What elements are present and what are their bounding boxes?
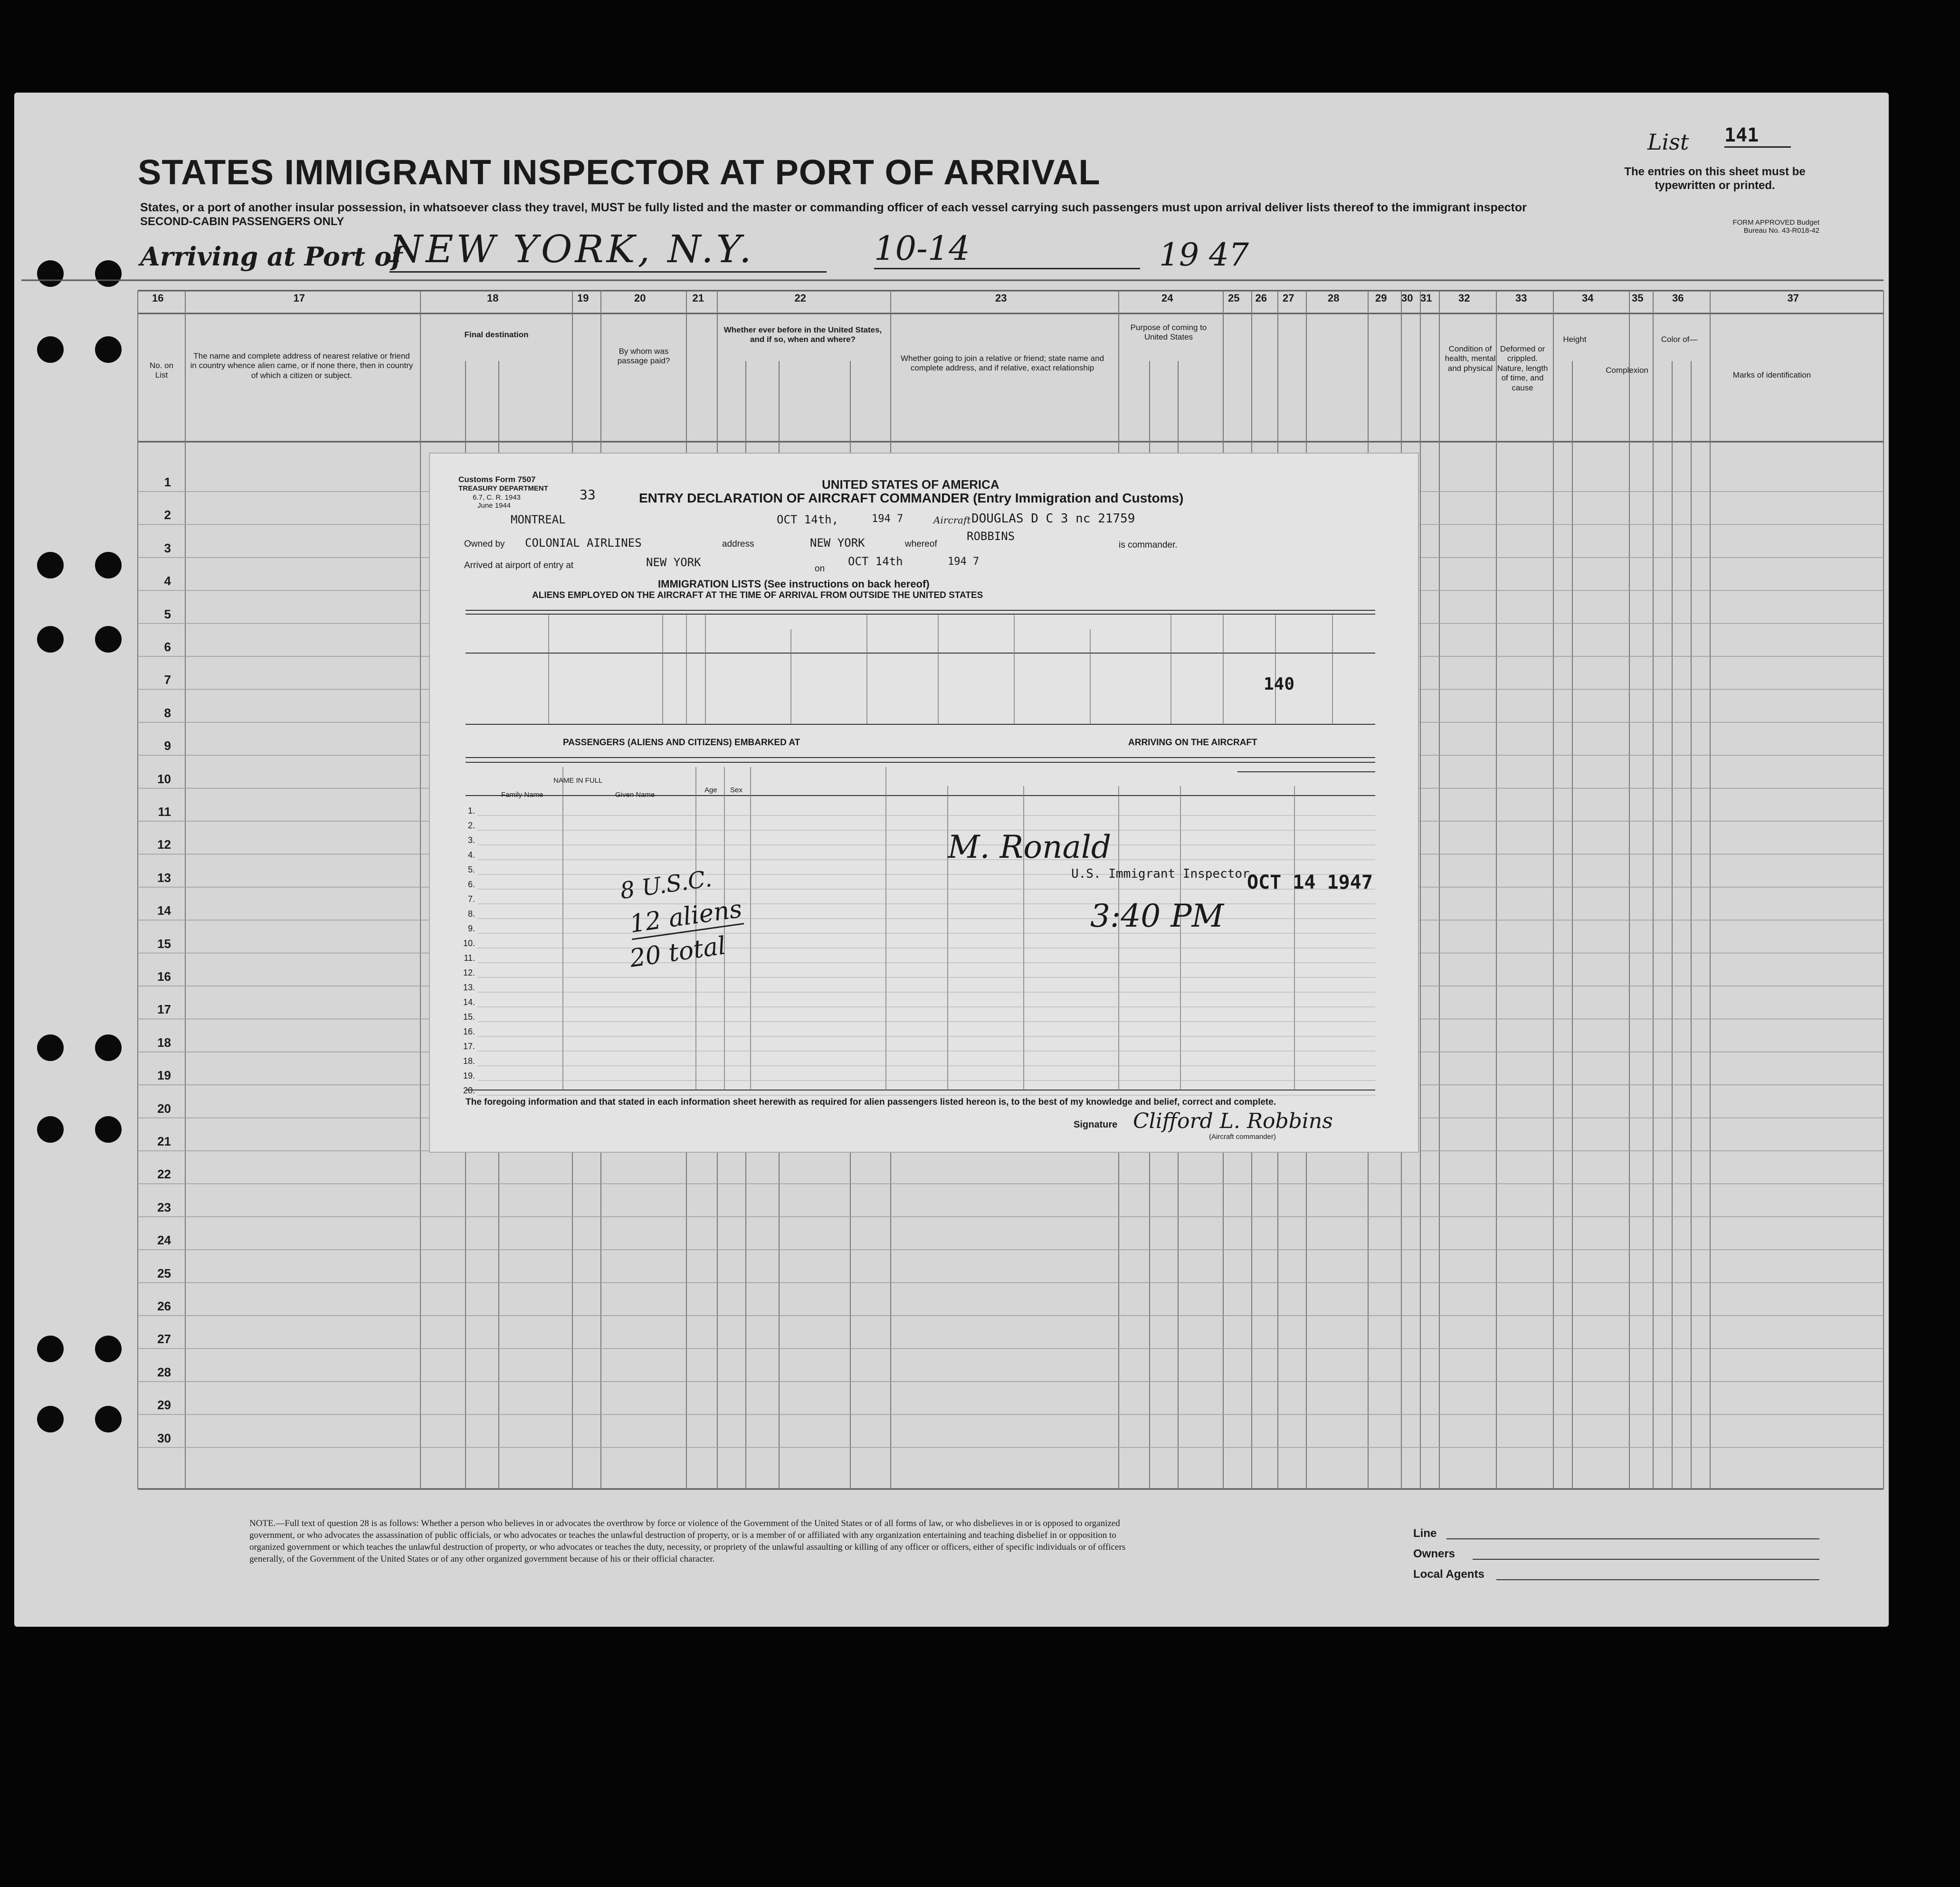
row-number: 21 xyxy=(157,1134,171,1148)
binder-hole xyxy=(37,1336,64,1362)
column-number-31: 31 xyxy=(1420,292,1432,304)
passenger-line-number: 14. xyxy=(463,997,475,1007)
list-number: 141 xyxy=(1724,124,1791,148)
binder-hole xyxy=(37,336,64,363)
column-number-25: 25 xyxy=(1228,292,1240,304)
cfr-label: 6.7, C. R. 1943 xyxy=(473,493,521,502)
row-number: 10 xyxy=(157,771,171,786)
inspector-signature: M. Ronald xyxy=(948,829,1112,865)
year-field: 19 47 xyxy=(1159,237,1249,273)
form-date: June 1944 xyxy=(477,502,511,510)
column-number-33: 33 xyxy=(1515,292,1527,304)
passenger-line-number: 19. xyxy=(463,1071,475,1081)
col-17-label: The name and complete address of nearest relative or friend in country whence alien came, or if none there, then in country of which a citizen or subject. xyxy=(190,351,413,380)
binder-hole xyxy=(37,1034,64,1061)
departure-date: OCT 14th, xyxy=(777,513,839,526)
owner-address: NEW YORK xyxy=(810,536,865,550)
customs-form-id: Customs Form 7507 xyxy=(458,475,536,484)
column-number-16: 16 xyxy=(152,292,164,304)
row-number: 25 xyxy=(157,1266,171,1280)
immigration-lists: IMMIGRATION LISTS (See instructions on back hereof) xyxy=(658,578,930,590)
row-number: 28 xyxy=(157,1365,171,1379)
owner: COLONIAL AIRLINES xyxy=(525,536,642,550)
commander-name: ROBBINS xyxy=(967,530,1015,543)
column-number-28: 28 xyxy=(1328,292,1340,304)
row-number: 1 xyxy=(164,475,171,489)
col-18-label: Final destination xyxy=(464,330,529,339)
binder-hole xyxy=(37,1406,64,1432)
crew-count: 140 xyxy=(1264,674,1295,694)
row-number: 6 xyxy=(164,640,171,654)
subtitle: States, or a port of another insular possession, in whatsoever class they travel, MUST be fully listed and the master or commanding officer of each vessel carrying such passengers must upon arrival deliver lists thereof to the immigrant inspector xyxy=(140,201,1527,214)
footer-note: NOTE.—Full text of question 28 is as follows: Whether a person who believes in or advocates the overthrow by force or violence of the Government of the United States or of all forms of law, or who disbelieves in or is opposed to organized government, or who advocates the assassination of public officials, or who advocates or teaches the unlawful destruction of property, or is a member of or affiliated with any organization entertaining and teaching disbelief in or opposition to organized government or which teaches the unlawful destruction of property, or who advocates or teaches the duty, necessity, or propriety of the unlawful assaulting or killing of any officer or officers, either of specific individuals or of officers generally, of the Government of the United States or of any other organized government because of his or their official character. xyxy=(249,1518,1126,1565)
aircraft-id: DOUGLAS D C 3 nc 21759 xyxy=(971,512,1135,526)
local-agents-label: Local Agents xyxy=(1413,1568,1484,1581)
row-number: 23 xyxy=(157,1200,171,1214)
page-number: 33 xyxy=(580,487,596,503)
passenger-line-number: 18. xyxy=(463,1056,475,1066)
col-33-label: Deformed or crippled. Nature, length of time, and cause xyxy=(1497,344,1548,392)
row-number: 16 xyxy=(157,969,171,984)
passenger-line-number: 5. xyxy=(467,865,475,874)
inspector-title: U.S. Immigrant Inspector xyxy=(1071,867,1250,881)
passenger-line-number: 9. xyxy=(467,924,475,933)
country-heading: UNITED STATES OF AMERICA xyxy=(822,477,999,492)
column-number-36: 36 xyxy=(1672,292,1684,304)
row-number: 9 xyxy=(164,739,171,753)
column-number-19: 19 xyxy=(577,292,589,304)
binder-hole xyxy=(37,552,64,578)
arriving-label: Arriving at Port of xyxy=(140,241,403,272)
treasury-label: TREASURY DEPARTMENT xyxy=(458,484,548,493)
row-number: 5 xyxy=(164,607,171,621)
row-number: 13 xyxy=(157,870,171,885)
commander-caption: (Aircraft commander) xyxy=(1209,1133,1276,1141)
page-title: STATES IMMIGRANT INSPECTOR AT PORT OF ARRIVAL xyxy=(138,152,1101,192)
passenger-line-number: 12. xyxy=(463,968,475,977)
row-number: 29 xyxy=(157,1398,171,1413)
passenger-line-number: 15. xyxy=(463,1012,475,1022)
row-number: 20 xyxy=(157,1101,171,1116)
address-label: address xyxy=(722,539,754,549)
column-number-20: 20 xyxy=(634,292,646,304)
column-number-26: 26 xyxy=(1255,292,1267,304)
binder-hole xyxy=(95,260,122,287)
col-32-label: Condition of health, mental and physical xyxy=(1445,344,1496,373)
second-cabin-label: SECOND-CABIN PASSENGERS ONLY xyxy=(140,215,344,228)
date-field: 10-14 xyxy=(874,229,1140,269)
row-number: 7 xyxy=(164,673,171,687)
given-name-header: Given Name xyxy=(615,791,655,799)
passenger-line-number: 1. xyxy=(467,806,475,815)
column-number-34: 34 xyxy=(1582,292,1594,304)
on-label: on xyxy=(815,564,825,574)
passenger-line-number: 2. xyxy=(467,821,475,830)
column-number-23: 23 xyxy=(995,292,1007,304)
col-35-label: Complexion xyxy=(1606,366,1648,375)
binder-hole xyxy=(95,1034,122,1061)
departure-year: 194 7 xyxy=(872,513,904,525)
arrived-date: OCT 14th xyxy=(848,555,903,568)
row-number: 14 xyxy=(157,903,171,918)
passenger-line-number: 20. xyxy=(463,1086,475,1095)
row-number: 19 xyxy=(157,1068,171,1083)
passenger-line-number: 11. xyxy=(464,953,475,963)
binder-hole xyxy=(37,1116,64,1143)
binder-hole xyxy=(95,626,122,653)
column-number-29: 29 xyxy=(1375,292,1387,304)
passenger-line-number: 16. xyxy=(463,1027,475,1036)
arrived-label: Arrived at airport of entry at xyxy=(464,560,574,570)
foregoing-statement: The foregoing information and that stated in each information sheet herewith as required for alien passengers listed hereon is, to the best of my knowledge and belief, correct and complete. xyxy=(466,1097,1276,1107)
column-number-37: 37 xyxy=(1787,292,1799,304)
passenger-line-number: 3. xyxy=(467,835,475,845)
is-commander-label: is commander. xyxy=(1119,540,1178,550)
col-23-label: Whether going to join a relative or friend; state name and complete address, and if relative, exact relationship xyxy=(900,354,1104,373)
col-20-label: By whom was passage paid? xyxy=(617,347,670,366)
row-number: 18 xyxy=(157,1035,171,1050)
arrived-place: NEW YORK xyxy=(646,556,701,569)
column-number-17: 17 xyxy=(293,292,305,304)
crew-table xyxy=(430,454,1418,1152)
col-36-label: Color of— xyxy=(1661,335,1698,344)
binder-hole xyxy=(95,1406,122,1432)
binder-hole xyxy=(37,260,64,287)
row-number: 8 xyxy=(164,705,171,720)
tally-line-1: 8 U.S.C. xyxy=(618,865,714,905)
column-number-35: 35 xyxy=(1632,292,1644,304)
aliens-employed-heading: ALIENS EMPLOYED ON THE AIRCRAFT AT THE TIME OF ARRIVAL FROM OUTSIDE THE UNITED STATES xyxy=(532,590,983,600)
row-number: 11 xyxy=(158,805,171,819)
age-header: Age xyxy=(704,786,717,794)
owners-label: Owners xyxy=(1413,1547,1456,1560)
column-number-18: 18 xyxy=(487,292,499,304)
tally-line-2: 12 aliens xyxy=(628,895,744,940)
passenger-line-number: 6. xyxy=(467,880,475,889)
row-number: 27 xyxy=(157,1332,171,1347)
sex-header: Sex xyxy=(730,786,742,794)
tally-line-3: 20 total xyxy=(628,931,728,973)
passenger-line-number: 8. xyxy=(467,909,475,919)
column-number-32: 32 xyxy=(1458,292,1470,304)
row-number: 4 xyxy=(164,574,171,588)
stamp-time: 3:40 PM xyxy=(1090,898,1224,934)
typewritten-note: The entries on this sheet must be typewritten or printed. xyxy=(1624,165,1806,192)
arriving-on-aircraft: ARRIVING ON THE AIRCRAFT xyxy=(1128,738,1257,748)
entry-declaration-form xyxy=(430,454,1418,1152)
row-number: 3 xyxy=(164,540,171,555)
column-number-22: 22 xyxy=(794,292,806,304)
binder-hole xyxy=(95,336,122,363)
row-number: 22 xyxy=(157,1167,171,1182)
signature-label: Signature xyxy=(1074,1119,1118,1130)
commander-signature: Clifford L. Robbins xyxy=(1133,1109,1333,1133)
col-24-label: Purpose of coming to United States xyxy=(1130,323,1207,342)
column-number-21: 21 xyxy=(692,292,704,304)
port-field: NEW YORK, N.Y. xyxy=(390,227,827,273)
column-number-27: 27 xyxy=(1283,292,1294,304)
whereof-label: whereof xyxy=(905,539,937,549)
row-number: 30 xyxy=(157,1431,171,1445)
column-number-24: 24 xyxy=(1161,292,1173,304)
col-22-label: Whether ever before in the United States, and if so, when and where? xyxy=(723,325,882,344)
row-number: 26 xyxy=(157,1299,171,1313)
row-number: 12 xyxy=(157,837,171,852)
line-label: Line xyxy=(1413,1527,1437,1540)
family-name-header: Family Name xyxy=(501,791,543,799)
passenger-line-number: 4. xyxy=(467,850,475,860)
passenger-line-number: 13. xyxy=(463,983,475,992)
owned-by-label: Owned by xyxy=(464,539,505,549)
name-in-full-header: NAME IN FULL xyxy=(553,777,603,785)
row-number: 2 xyxy=(164,508,171,522)
binder-hole xyxy=(95,552,122,578)
passenger-line-number: 7. xyxy=(467,894,475,904)
column-number-30: 30 xyxy=(1401,292,1413,304)
list-label: List xyxy=(1647,129,1689,155)
passenger-line-number: 10. xyxy=(463,939,475,948)
form-approved: FORM APPROVED Budget Bureau No. 43-R018-42 xyxy=(1732,218,1819,235)
aircraft-label: Aircraft xyxy=(933,514,971,526)
row-number: 24 xyxy=(157,1233,171,1248)
from-place: MONTREAL xyxy=(511,513,566,526)
arrived-year: 194 7 xyxy=(948,556,980,568)
col-34-label: Height xyxy=(1563,335,1587,344)
binder-hole xyxy=(95,1116,122,1143)
row-number: 15 xyxy=(157,936,171,951)
stamp-date: OCT 14 1947 xyxy=(1247,872,1373,893)
col-37-label: Marks of identification xyxy=(1732,370,1811,379)
passengers-heading: PASSENGERS (ALIENS AND CITIZENS) EMBARKED AT xyxy=(563,738,800,748)
col-16-label: No. on List xyxy=(149,361,174,380)
binder-hole xyxy=(37,626,64,653)
passenger-line-number: 17. xyxy=(463,1042,475,1051)
declaration-title: ENTRY DECLARATION OF AIRCRAFT COMMANDER (Entry Immigration and Customs) xyxy=(639,491,1184,505)
binder-hole xyxy=(95,1336,122,1362)
row-number: 17 xyxy=(157,1002,171,1017)
